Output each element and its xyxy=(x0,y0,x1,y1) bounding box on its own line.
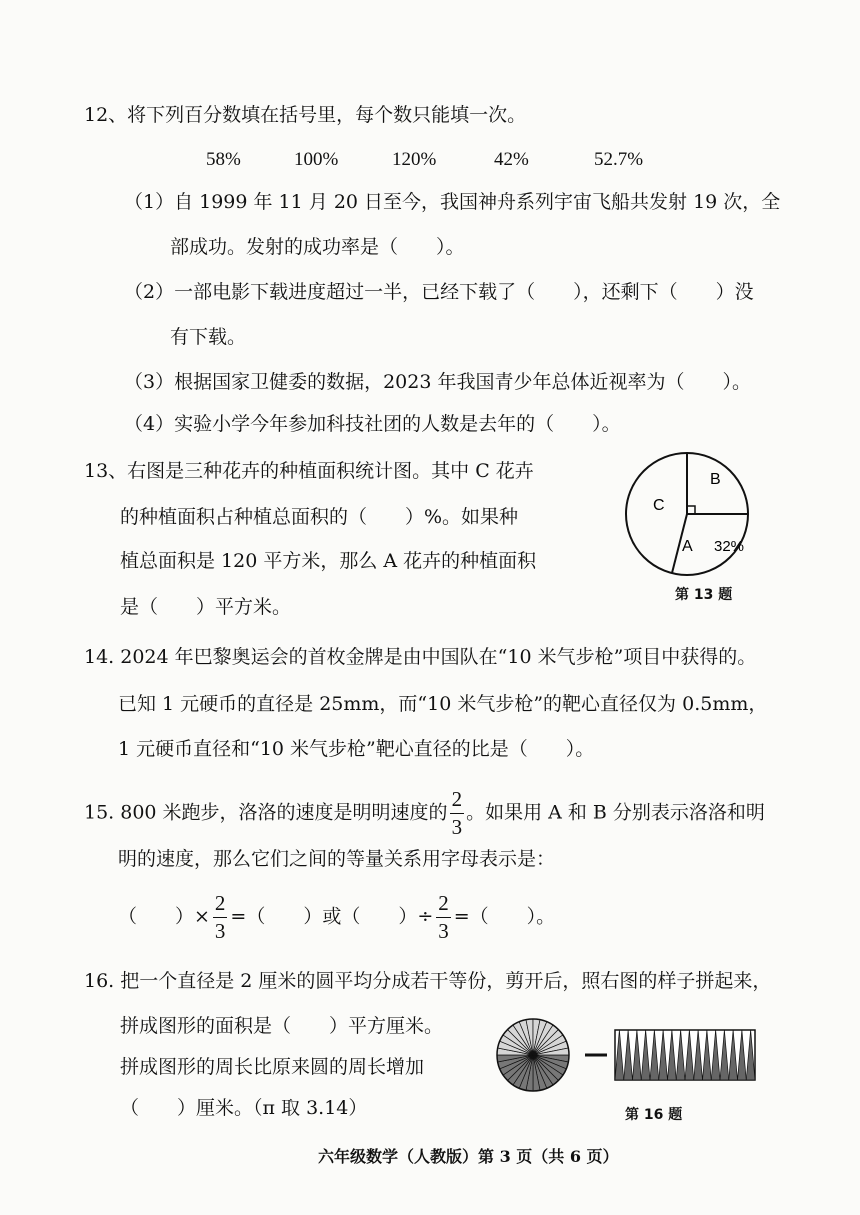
q13-line4: 是（ ）平方米。 xyxy=(120,596,292,618)
q14-line3: 1 元硬币直径和“10 米气步枪”靶心直径的比是（ ）。 xyxy=(118,738,595,760)
q12-part1-line2: 部成功。发射的成功率是（ ）。 xyxy=(170,236,465,258)
fraction-two-thirds: $\frac{2}{3}$ xyxy=(451,787,463,839)
q15-line2: 明的速度，那么它们之间的等量关系用字母表示是： xyxy=(118,848,556,870)
pie-label-b: B xyxy=(710,471,721,488)
q15-eq-part-a: （ ）× xyxy=(118,905,210,928)
q12-option-5: 52.7% xyxy=(594,149,644,170)
pie-label-c: C xyxy=(653,497,665,514)
q16-line4: （ ）厘米。（π 取 3.14） xyxy=(120,1097,368,1119)
fraction-two-thirds: $\frac{2}{3}$ xyxy=(214,891,226,943)
q12-part4: （4）实验小学今年参加科技社团的人数是去年的（ ）。 xyxy=(124,413,621,435)
q16-line3: 拼成图形的周长比原来圆的周长增加 xyxy=(120,1056,425,1078)
q12-part2-line1: （2）一部电影下载进度超过一半，已经下载了（ ），还剩下（ ）没 xyxy=(124,281,754,303)
q13-line2: 的种植面积占种植总面积的（ ）%。如果种 xyxy=(120,506,519,528)
q15-line1-pre: 15. 800 米跑步，洛洛的速度是明明速度的 xyxy=(84,801,448,824)
q15-line1 xyxy=(84,789,765,838)
q12-option-3: 120% xyxy=(392,149,437,170)
q15-eq-part-c: =（ ）。 xyxy=(453,905,556,928)
q16-circle-rearrange-figure xyxy=(485,1018,775,1098)
q12-option-2: 100% xyxy=(294,149,339,170)
q13-line3: 植总面积是 120 平方米，那么 A 花卉的种植面积 xyxy=(120,550,537,572)
q12-part2-line2: 有下载。 xyxy=(170,326,247,348)
pie-label-a: A xyxy=(682,538,693,555)
q15-eq-part-b: =（ ）或（ ）÷ xyxy=(230,905,434,928)
q16-figure-caption: 第 16 题 xyxy=(625,1107,683,1123)
sector-circle xyxy=(497,1019,569,1091)
q13-figure-caption: 第 13 题 xyxy=(675,587,733,603)
q12-option-4: 42% xyxy=(494,149,529,170)
right-angle-mark xyxy=(687,506,695,514)
pie-label-pct: 32% xyxy=(714,538,745,555)
q14-line2: 已知 1 元硬币的直径是 25mm，而“10 米气步枪”的靶心直径仅为 0.5mm， xyxy=(118,693,768,715)
q13-line1: 13、右图是三种花卉的种植面积统计图。其中 C 花卉 xyxy=(84,460,534,482)
fraction-two-thirds: $\frac{2}{3}$ xyxy=(438,891,449,943)
q12-option-1: 58% xyxy=(206,149,241,170)
q16-line1: 16. 把一个直径是 2 厘米的圆平均分成若干等份，剪开后，照右图的样子拼起来， xyxy=(84,970,772,992)
q15-line1-post: 。如果用 A 和 B 分别表示洛洛和明 xyxy=(466,801,765,824)
q16-line2: 拼成图形的面积是（ ）平方厘米。 xyxy=(120,1015,444,1037)
q15-equation xyxy=(118,893,555,942)
q12-part3: （3）根据国家卫健委的数据，2023 年我国青少年总体近视率为（ ）。 xyxy=(124,371,751,393)
q12-part1-line1: （1）自 1999 年 11 月 20 日至今，我国神舟系列宇宙飞船共发射 19 次，全 xyxy=(124,191,781,213)
q13-pie-chart xyxy=(620,450,780,580)
q14-line1: 14. 2024 年巴黎奥运会的首枚金牌是由中国队在“10 米气步枪”项目中获得的。 xyxy=(84,646,757,668)
page-footer: 六年级数学（人教版）第 3 页（共 6 页） xyxy=(318,1147,619,1166)
q12-stem: 12、将下列百分数填在括号里，每个数只能填一次。 xyxy=(84,104,527,126)
